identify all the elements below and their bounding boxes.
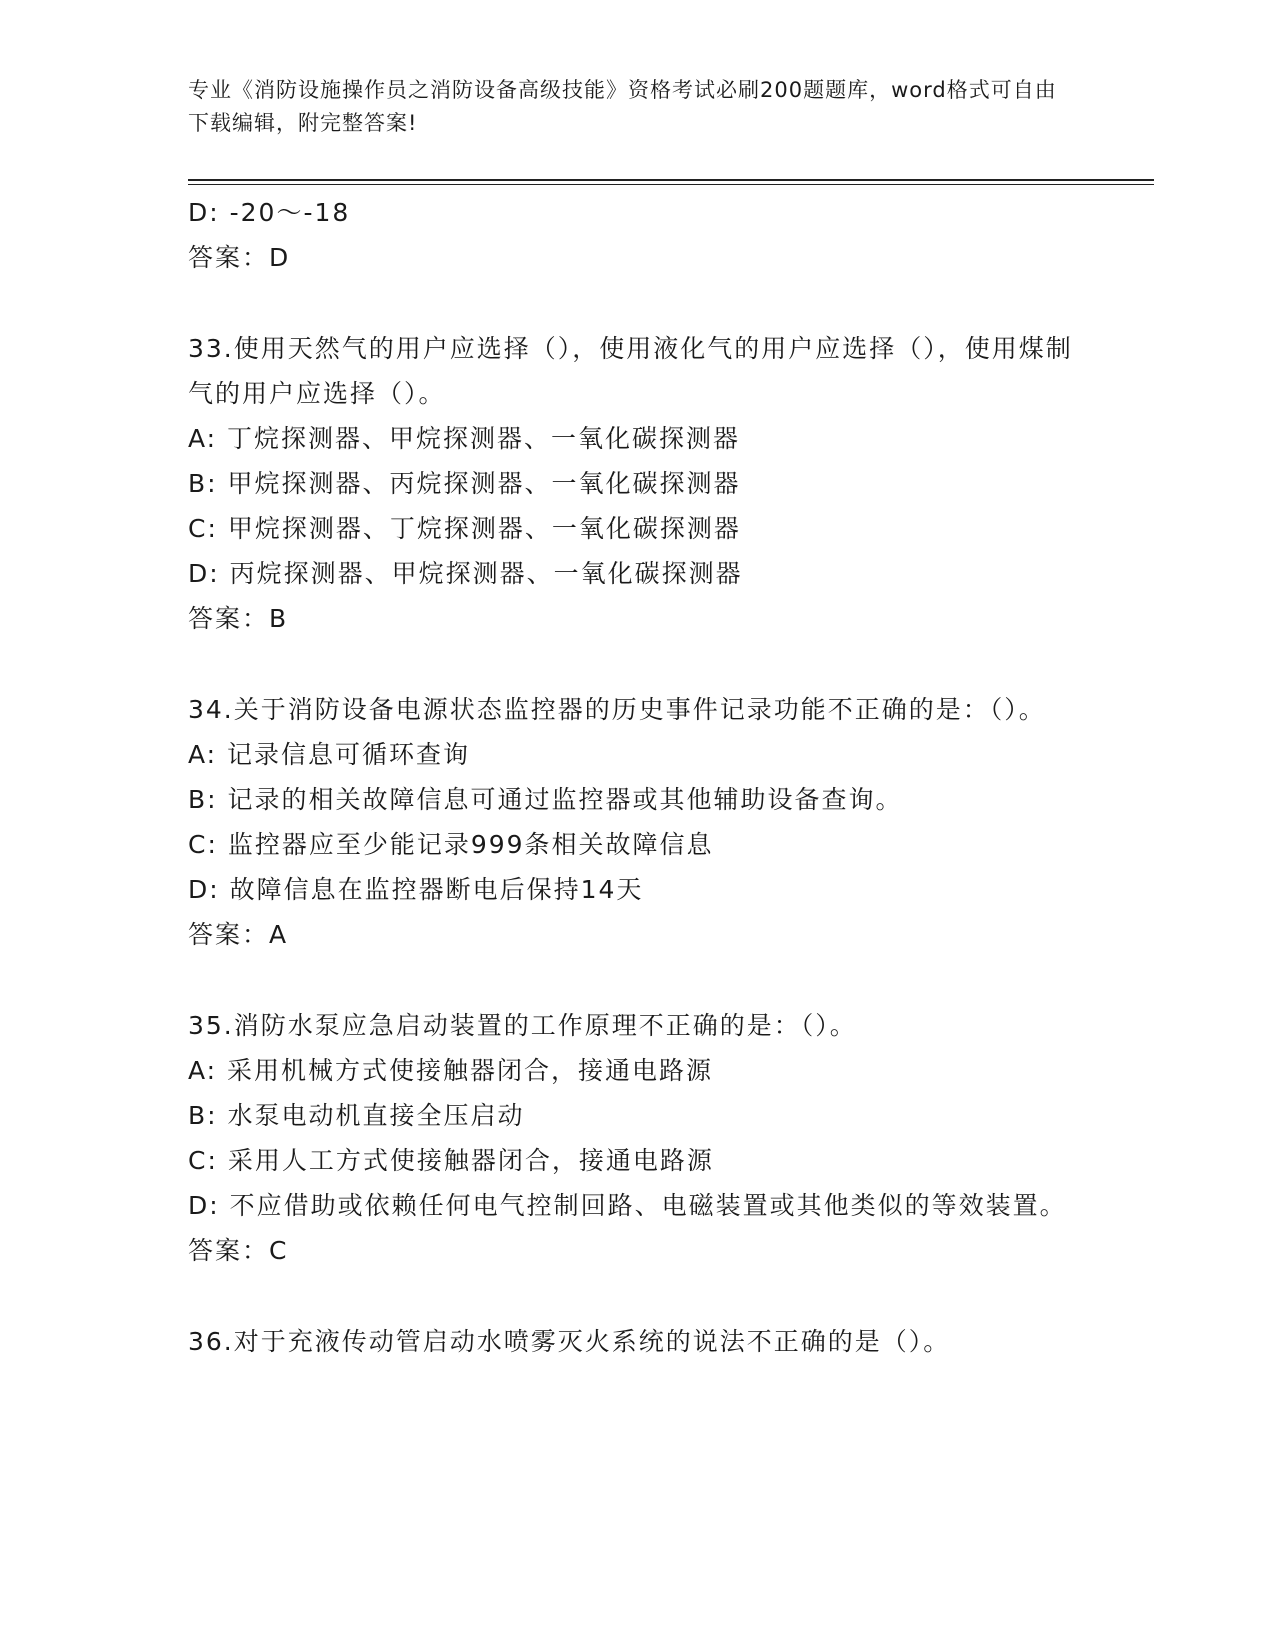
question-stem: 36.对于充液传动管启动水喷雾灭火系统的说法不正确的是（）。 — [188, 1327, 951, 1356]
header-rule-thick — [188, 179, 1154, 181]
question-stem: 34.关于消防设备电源状态监控器的历史事件记录功能不正确的是：（）。 — [188, 695, 1046, 724]
question-content — [188, 190, 1088, 1364]
answer-line: 答案：B — [188, 604, 289, 633]
document-header: 专业《消防设施操作员之消防设备高级技能》资格考试必刷200题题库，word格式可自由下载编辑，附完整答案! — [188, 78, 1057, 135]
answer-line: 答案：D — [188, 243, 291, 272]
option-d: D: 丙烷探测器、甲烷探测器、一氧化碳探测器 — [188, 559, 743, 588]
option-a: A: 记录信息可循环查询 — [188, 740, 471, 769]
option-c: C: 甲烷探测器、丁烷探测器、一氧化碳探测器 — [188, 514, 741, 543]
option-b: B: 甲烷探测器、丙烷探测器、一氧化碳探测器 — [188, 469, 741, 498]
answer-line: 答案：A — [188, 920, 289, 949]
option-b: B: 水泵电动机直接全压启动 — [188, 1101, 525, 1130]
spacer — [188, 957, 1088, 1003]
option-a: A: 丁烷探测器、甲烷探测器、一氧化碳探测器 — [188, 424, 741, 453]
question-36 — [188, 1319, 1088, 1364]
option-d: D: 不应借助或依赖任何电气控制回路、电磁装置或其他类似的等效装置。 — [188, 1191, 1067, 1220]
spacer — [188, 1273, 1088, 1319]
previous-question-tail — [188, 190, 1088, 280]
option-c: C: 监控器应至少能记录999条相关故障信息 — [188, 830, 714, 859]
spacer — [188, 641, 1088, 687]
question-stem: 33.使用天然气的用户应选择（），使用液化气的用户应选择（），使用煤制气的用户应选择（）。 — [188, 334, 1073, 408]
spacer — [188, 280, 1088, 326]
option-d: D: -20～-18 — [188, 198, 351, 227]
option-a: A: 采用机械方式使接触器闭合，接通电路源 — [188, 1056, 714, 1085]
question-33 — [188, 326, 1088, 641]
question-35 — [188, 1003, 1088, 1273]
option-b: B: 记录的相关故障信息可通过监控器或其他辅助设备查询。 — [188, 785, 903, 814]
question-stem: 35.消防水泵应急启动装置的工作原理不正确的是：（）。 — [188, 1011, 857, 1040]
header-rule-thin — [188, 184, 1154, 185]
option-d: D: 故障信息在监控器断电后保持14天 — [188, 875, 644, 904]
option-c: C: 采用人工方式使接触器闭合，接通电路源 — [188, 1146, 714, 1175]
answer-line: 答案：C — [188, 1236, 289, 1265]
question-34 — [188, 687, 1088, 957]
